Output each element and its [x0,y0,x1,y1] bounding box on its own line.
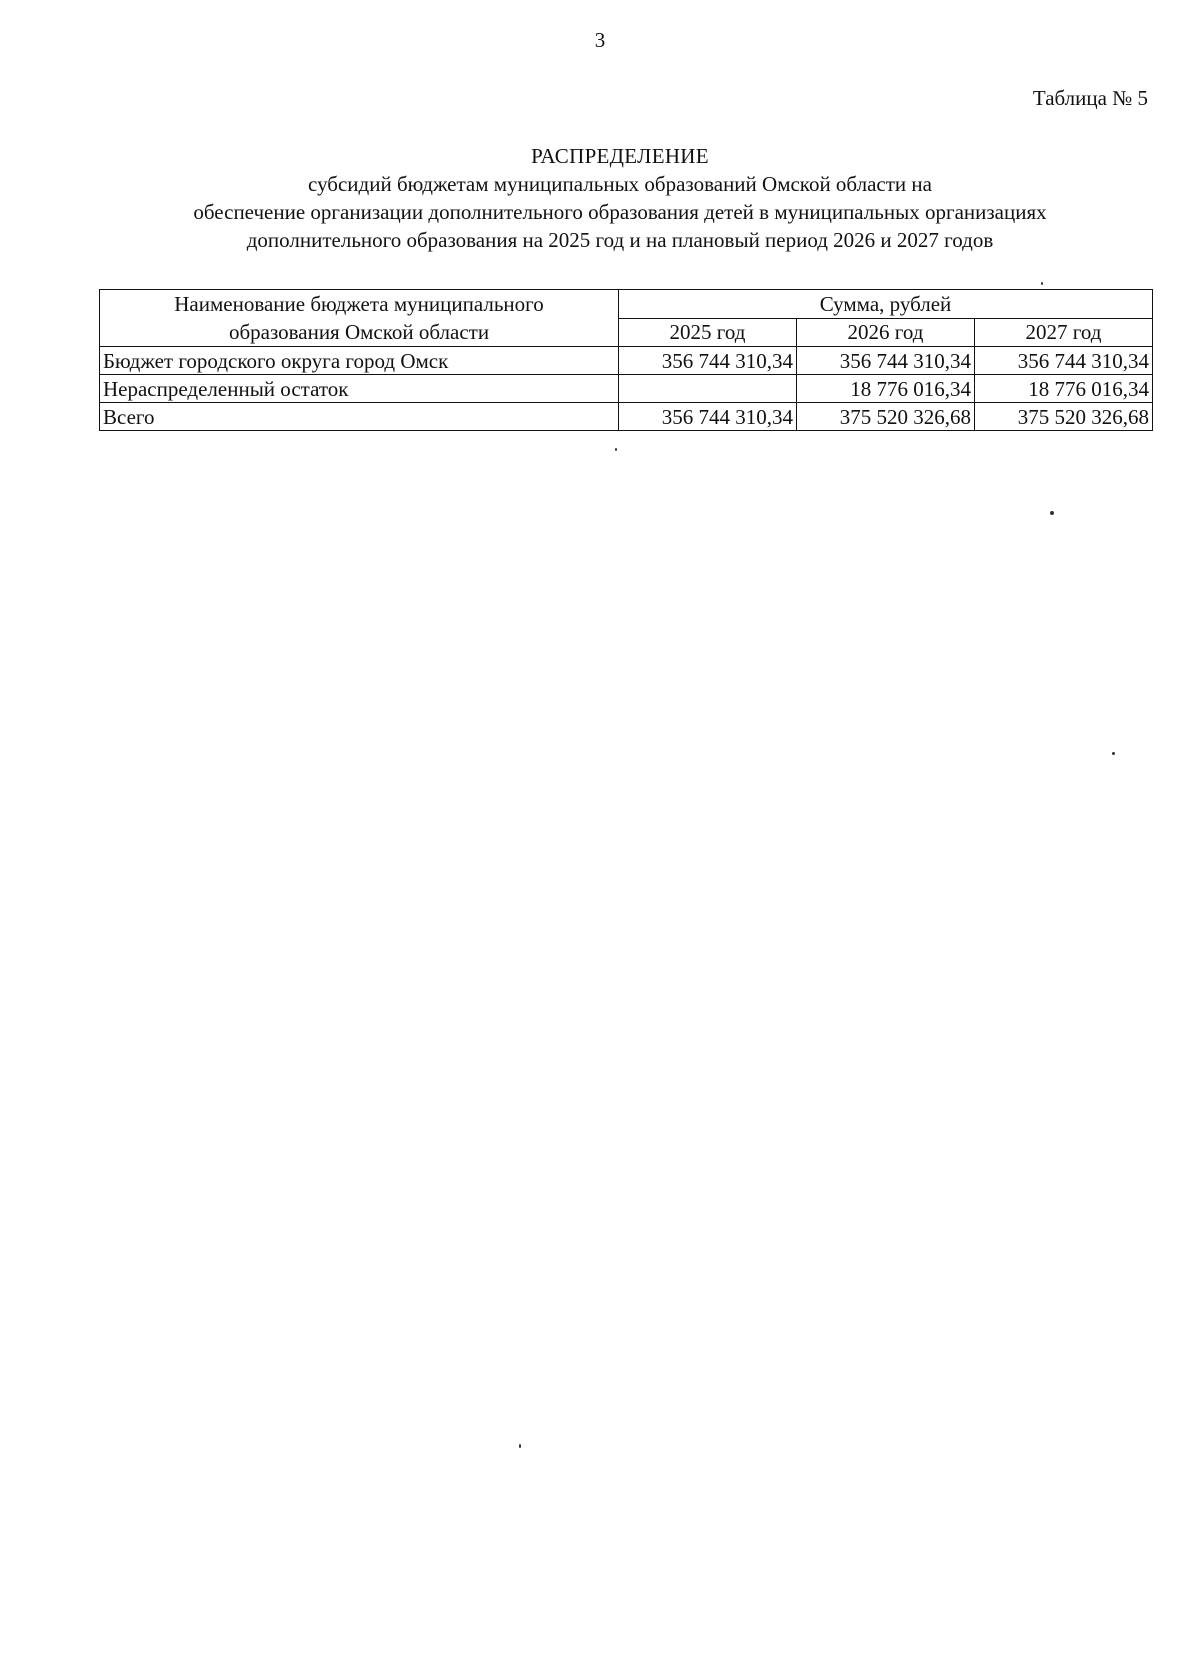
table-label: Таблица № 5 [1032,86,1148,110]
row-name-cell: Бюджет городского округа город Омск [100,347,619,375]
document-heading [100,142,1140,254]
header-year-2025: 2025 год [619,318,797,347]
row-name-cell: Нераспределенный остаток [100,375,619,403]
value-cell-2025 [619,375,797,403]
heading-line-1: субсидий бюджетам муниципальных образований Омской области на [308,172,932,196]
subsidy-table-container [99,289,1153,431]
table-row [100,347,1153,375]
table-header-row-1 [100,290,1153,319]
scan-speck [1112,752,1115,755]
value-cell-2026: 356 744 310,34 [797,347,975,375]
table-row-total [100,403,1153,431]
header-year-2027: 2027 год [975,318,1153,347]
page-number: 3 [594,28,606,52]
value-cell-2027: 18 776 016,34 [975,375,1153,403]
value-cell-2027: 375 520 326,68 [975,403,1153,431]
header-budget-name [100,290,619,347]
heading-line-3: дополнительного образования на 2025 год и на плановый период 2026 и 2027 годов [246,228,994,252]
scan-speck [519,1444,521,1448]
heading-line-2: обеспечение организации дополнительного образования детей в муниципальных организациях [193,200,1047,224]
value-cell-2025: 356 744 310,34 [619,403,797,431]
header-budget-name-line-2: образования Омской области [228,320,490,344]
value-cell-2025: 356 744 310,34 [619,347,797,375]
table-row [100,375,1153,403]
heading-title: РАСПРЕДЕЛЕНИЕ [531,144,709,168]
header-year-2026: 2026 год [797,318,975,347]
scan-speck [1050,511,1054,515]
subsidy-distribution-table [99,289,1153,431]
value-cell-2026: 375 520 326,68 [797,403,975,431]
scan-speck [1041,282,1043,285]
value-cell-2026: 18 776 016,34 [797,375,975,403]
row-name-cell: Всего [100,403,619,431]
header-sum-rubles: Сумма, рублей [619,290,1153,319]
scan-speck [615,448,617,451]
value-cell-2027: 356 744 310,34 [975,347,1153,375]
header-budget-name-line-1: Наименование бюджета муниципального [174,292,544,316]
